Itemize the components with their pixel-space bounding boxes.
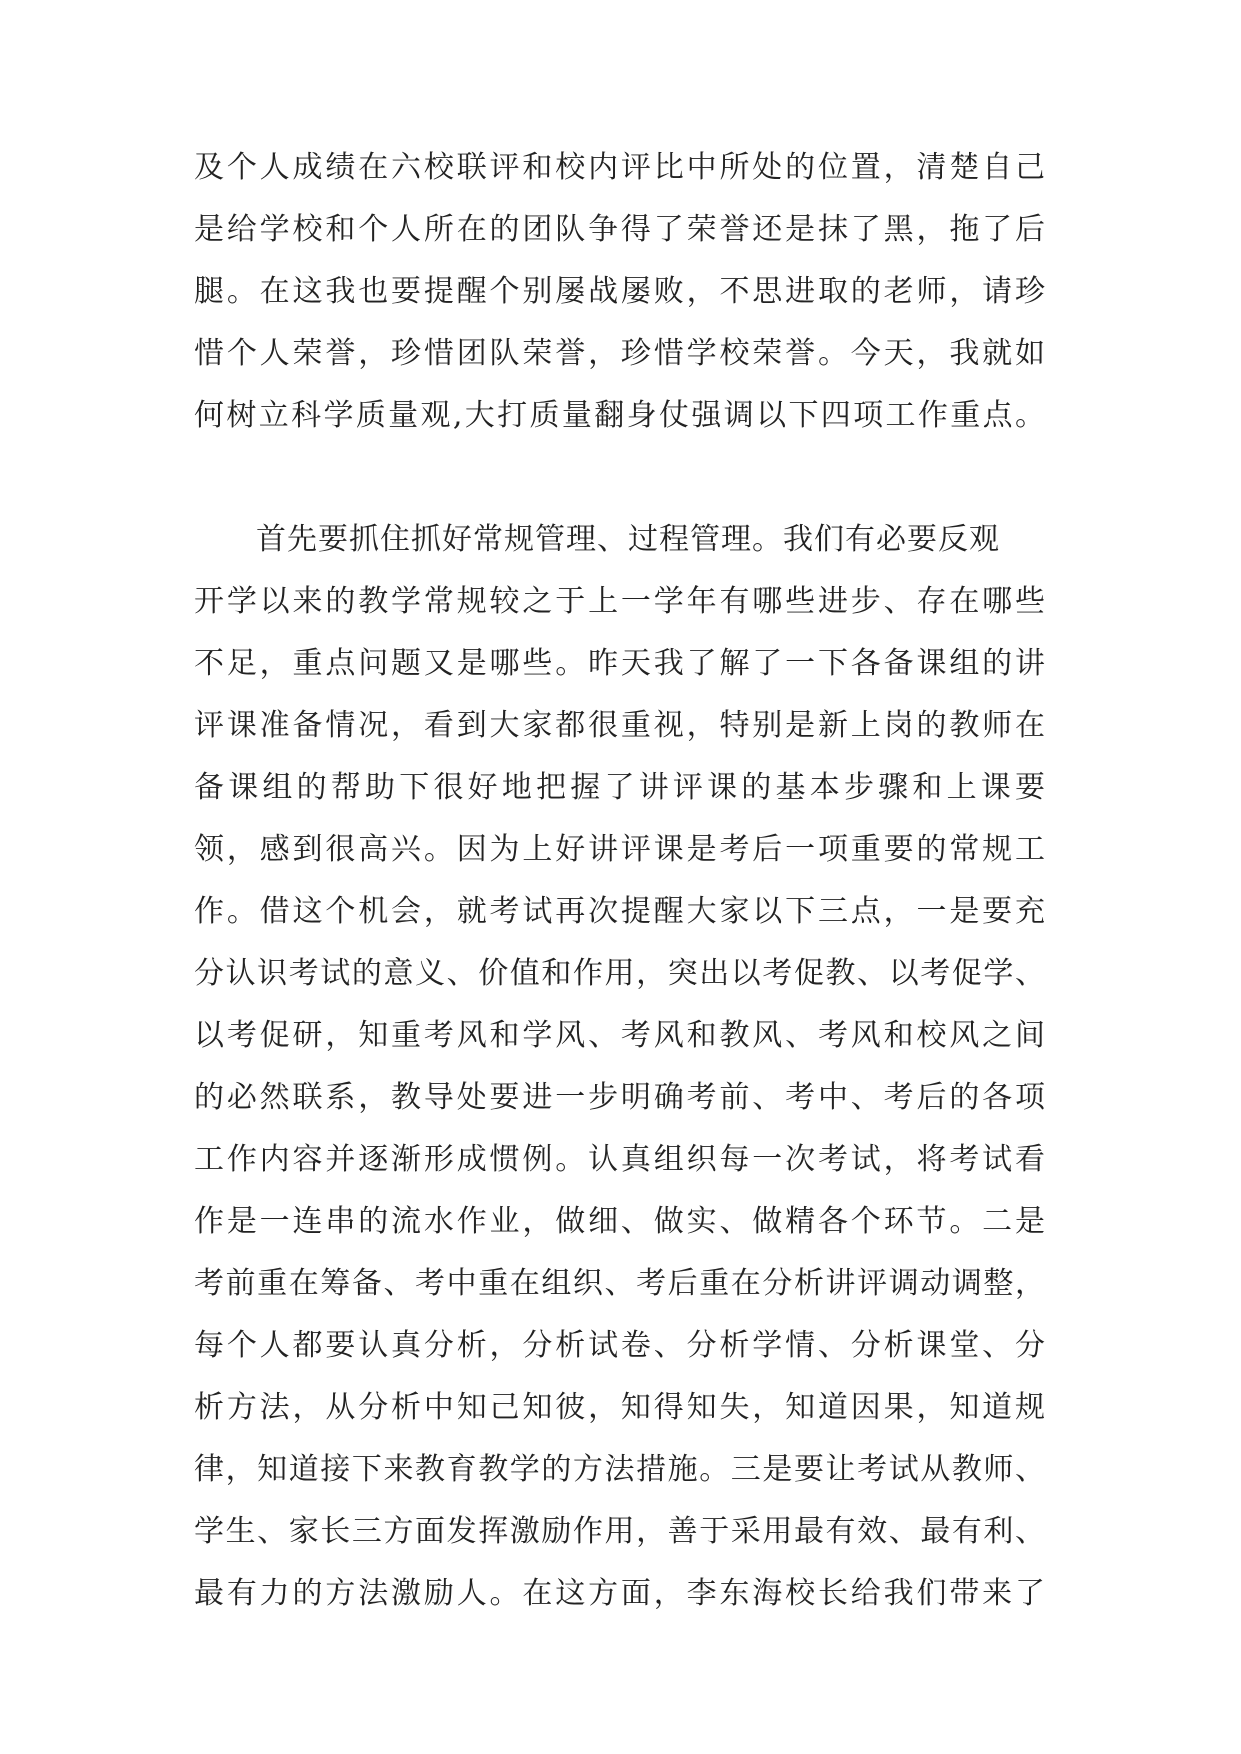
text-line: 的必然联系，教导处要进一步明确考前、考中、考后的各项 — [194, 1080, 1046, 1115]
text-line: 律，知道接下来教育教学的方法措施。三是要让考试从教师、 — [194, 1452, 1046, 1487]
text-line: 作。借这个机会，就考试再次提醒大家以下三点，一是要充 — [194, 894, 1046, 929]
text-line: 领，感到很高兴。因为上好讲评课是考后一项重要的常规工 — [194, 832, 1046, 867]
text-line: 何树立科学质量观,大打质量翻身仗强调以下四项工作重点。 — [194, 398, 1046, 433]
text-line: 工作内容并逐渐形成惯例。认真组织每一次考试，将考试看 — [194, 1142, 1046, 1177]
text-line: 及个人成绩在六校联评和校内评比中所处的位置，清楚自己 — [194, 150, 1046, 185]
text-line: 腿。在这我也要提醒个别屡战屡败，不思进取的老师，请珍 — [194, 274, 1046, 309]
text-line: 作是一连串的流水作业，做细、做实、做精各个环节。二是 — [194, 1204, 1046, 1239]
text-line: 不足，重点问题又是哪些。昨天我了解了一下各备课组的讲 — [194, 646, 1046, 681]
text-line: 开学以来的教学常规较之于上一学年有哪些进步、存在哪些 — [194, 584, 1046, 619]
text-line: 备课组的帮助下很好地把握了讲评课的基本步骤和上课要 — [194, 770, 1046, 805]
text-line: 每个人都要认真分析，分析试卷、分析学情、分析课堂、分 — [194, 1328, 1046, 1363]
paragraph-first-line: 首先要抓住抓好常规管理、过程管理。我们有必要反观 — [256, 522, 1000, 557]
text-line: 评课准备情况，看到大家都很重视，特别是新上岗的教师在 — [194, 708, 1046, 743]
text-line: 以考促研，知重考风和学风、考风和教风、考风和校风之间 — [194, 1018, 1046, 1053]
text-line: 最有力的方法激励人。在这方面，李东海校长给我们带来了 — [194, 1576, 1046, 1611]
text-line: 考前重在筹备、考中重在组织、考后重在分析讲评调动调整， — [194, 1266, 1046, 1301]
text-line: 分认识考试的意义、价值和作用，突出以考促教、以考促学、 — [194, 956, 1046, 991]
text-line: 是给学校和个人所在的团队争得了荣誉还是抹了黑，拖了后 — [194, 212, 1046, 247]
text-line: 惜个人荣誉，珍惜团队荣誉，珍惜学校荣誉。今天，我就如 — [194, 336, 1046, 371]
text-line: 析方法，从分析中知己知彼，知得知失，知道因果，知道规 — [194, 1390, 1046, 1425]
text-line: 学生、家长三方面发挥激励作用，善于采用最有效、最有利、 — [194, 1514, 1046, 1549]
